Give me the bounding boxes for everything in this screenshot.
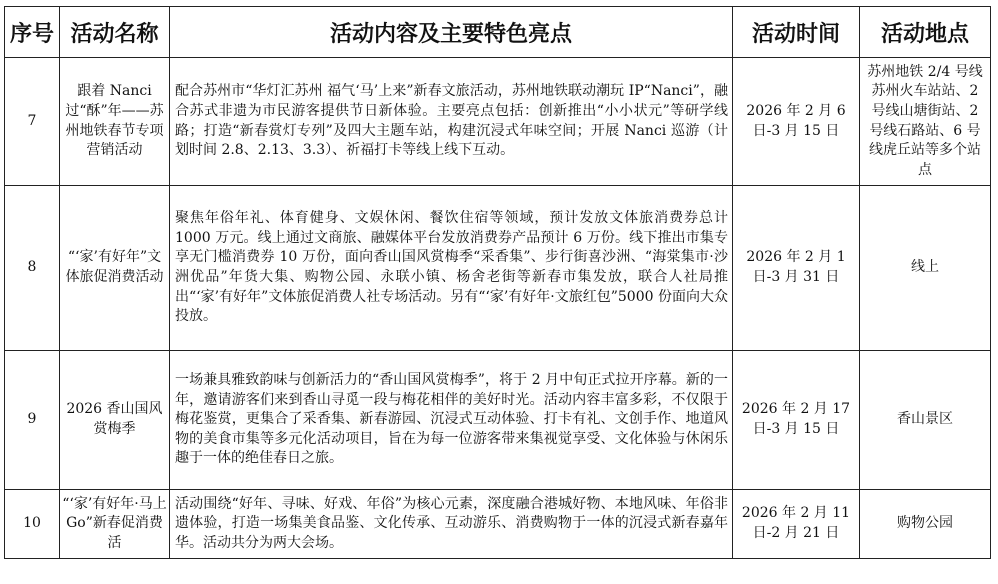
table-row [5, 490, 991, 559]
row-activity-location: 线上 [860, 186, 991, 351]
row-activity-time: 2026 年 2 月 6 日-3 月 15 日 [733, 58, 860, 186]
row-activity-name: “‘家’有好年”文体旅促消费活动 [60, 186, 170, 351]
row-activity-location: 苏州地铁 2/4 号线苏州火车站站、2 号线山塘街站、2 号线石路站、6 号线虎丘站等多个站点 [860, 58, 991, 186]
row-activity-time: 2026 年 2 月 11 日-2 月 21 日 [733, 490, 860, 559]
header-activity-time: 活动时间 [733, 7, 860, 58]
row-activity-location: 香山景区 [860, 351, 991, 490]
row-activity-content: 配合苏州市“华灯汇苏州 福气‘马’上来”新春文旅活动，苏州地铁联动潮玩 IP“Nanci”，融合苏式非遗为市民游客提供节日新体验。主要亮点包括：创新推出“小小状元”等研学线路；打造“新春赏灯专列”及四大主题车站，构建沉浸式年味空间；开展 Nanci 巡游（计划时间 2.8、2.13、3.3）、祈福打卡等线上线下互动。 [170, 58, 733, 186]
row-activity-time: 2026 年 2 月 17 日-3 月 15 日 [733, 351, 860, 490]
table-row [5, 186, 991, 351]
row-index: 8 [5, 186, 60, 351]
row-activity-name: 2026 香山国风赏梅季 [60, 351, 170, 490]
header-index: 序号 [5, 7, 60, 58]
row-activity-time: 2026 年 2 月 1 日-3 月 31 日 [733, 186, 860, 351]
row-activity-content: 活动围绕“好年、寻味、好戏、年俗”为核心元素，深度融合港城好物、本地风味、年俗非遗体验，打造一场集美食品鉴、文化传承、互动游乐、消费购物于一体的沉浸式新春嘉年华。活动共分为两大会场。 [170, 490, 733, 559]
row-activity-name: 跟着 Nanci 过“酥”年——苏州地铁春节专项营销活动 [60, 58, 170, 186]
table-header-row [5, 7, 991, 58]
header-activity-content: 活动内容及主要特色亮点 [170, 7, 733, 58]
row-activity-location: 购物公园 [860, 490, 991, 559]
row-activity-name: “‘家’有好年·马上 Go”新春促消费活 [60, 490, 170, 559]
table-row [5, 58, 991, 186]
row-index: 9 [5, 351, 60, 490]
row-activity-content: 一场兼具雅致韵味与创新活力的“香山国风赏梅季”，将于 2 月中旬正式拉开序幕。新的一年，邀请游客们来到香山寻觅一段与梅花相伴的美好时光。活动内容丰富多彩，不仅限于梅花鉴赏，更集合了采香集、新春游园、沉浸式互动体验、打卡有礼、文创手作、地道风物的美食市集等多元化活动项目，旨在为每一位游客带来集视觉享受、文化体验与休闲乐趣于一体的绝佳春日之旅。 [170, 351, 733, 490]
header-activity-location: 活动地点 [860, 7, 991, 58]
row-activity-content: 聚焦年俗年礼、体育健身、文娱休闲、餐饮住宿等领域，预计发放文体旅消费券总计 1000 万元。线上通过文商旅、融媒体平台发放消费券产品预计 6 万份。线下推出市集专享无门槛消费券 10 万份，面向香山国风赏梅季“采香集”、步行街喜沙洲、“海棠集市·沙洲优品”年货大集、购物公园、永联小镇、杨舍老街等新春市集发放，联合人社局推出“‘家’有好年”文体旅促消费人社专场活动。另有“‘家’有好年·文旅红包”5000 份面向大众投放。 [170, 186, 733, 351]
table-row [5, 351, 991, 490]
row-index: 10 [5, 490, 60, 559]
activity-table [4, 6, 991, 559]
row-index: 7 [5, 58, 60, 186]
header-activity-name: 活动名称 [60, 7, 170, 58]
